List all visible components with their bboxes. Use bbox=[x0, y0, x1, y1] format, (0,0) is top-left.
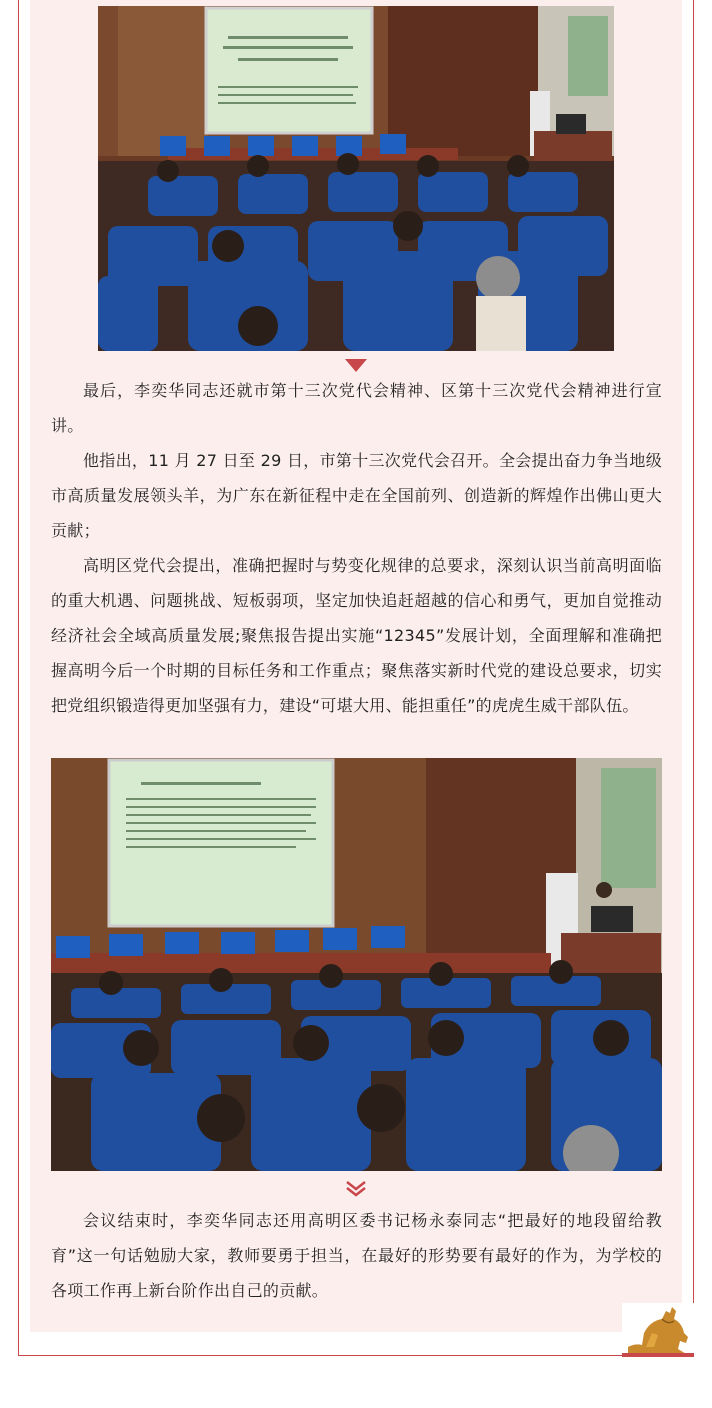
article-body-2 bbox=[51, 1203, 662, 1308]
paragraph-1: 最后，李奕华同志还就市第十三次党代会精神、区第十三次党代会精神进行宣讲。 bbox=[51, 381, 662, 435]
paragraph-4: 会议结束时，李奕华同志还用高明区委书记杨永泰同志“把最好的地段留给教育”这一句话勉励大家，教师要勇于担当，在最好的形势要有最好的作为，为学校的各项工作再上新台阶作出自己的贡献。 bbox=[51, 1211, 662, 1300]
meeting-photo-1 bbox=[98, 6, 614, 351]
article-body-1 bbox=[51, 373, 662, 723]
paragraph-3: 高明区党代会提出，准确把握时与势变化规律的总要求，深刻认识当前高明面临的重大机遇、问题挑战、短板弱项，坚定加快追赶超越的信心和勇气，更加自觉推动经济社会全域高质量发展;聚焦报告提出实施“12345”发展计划，全面理解和准确把握高明今后一个时期的目标任务和工作重点；聚焦落实新时代党的建设总要求，切实把党组织锻造得更加坚强有力，建设“可堪大用、能担重任”的虎虎生威干部队伍。 bbox=[51, 556, 662, 715]
double-chevron-down-icon bbox=[345, 1180, 367, 1198]
meeting-photo-2 bbox=[51, 758, 662, 1171]
paragraph-2: 他指出，11 月 27 日至 29 日，市第十三次党代会召开。全会提出奋力争当地级市高质量发展领头羊，为广东在新征程中走在全国前列、创造新的辉煌作出佛山更大贡献； bbox=[51, 451, 662, 540]
triangle-down-icon bbox=[345, 359, 367, 373]
horse-statue-decoration bbox=[622, 1303, 694, 1357]
